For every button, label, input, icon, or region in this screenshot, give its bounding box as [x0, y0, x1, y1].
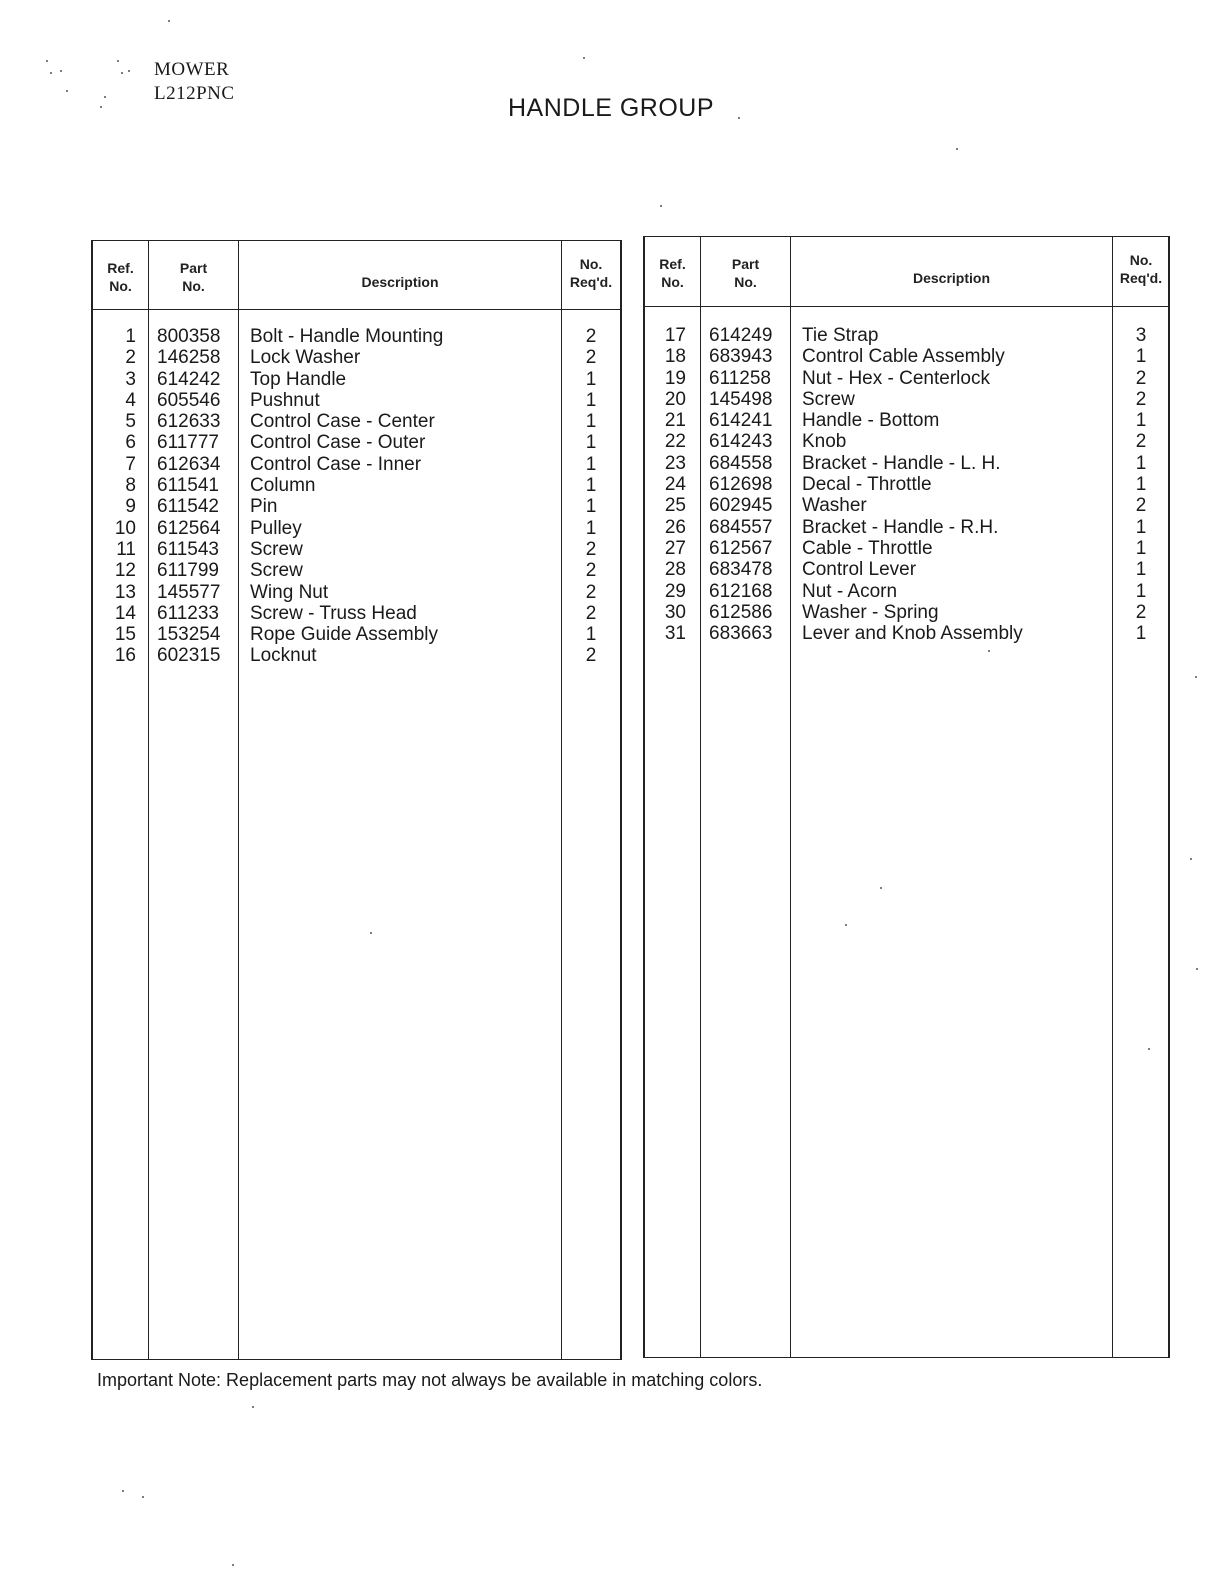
description-cell: Screw - Truss Head: [250, 602, 417, 624]
part-row: [645, 474, 1168, 495]
qty-required-cell: 2: [1135, 601, 1147, 623]
ref-no-cell: 7: [125, 453, 136, 475]
description-cell: Screw: [250, 560, 303, 582]
part-row: [645, 389, 1168, 410]
part-row: [645, 623, 1168, 644]
ref-no-cell: 16: [114, 645, 136, 667]
ref-no-cell: 27: [664, 537, 686, 559]
description-cell: Tie Strap: [802, 325, 879, 346]
description-cell: Washer - Spring: [802, 601, 939, 623]
ref-no-cell: 13: [114, 581, 136, 603]
part-row: [645, 368, 1168, 389]
qty-required-cell: 1: [585, 496, 597, 518]
ref-no-cell: 8: [125, 475, 136, 497]
part-no-cell: 612698: [709, 474, 773, 496]
part-no-cell: 612586: [709, 601, 773, 623]
part-no-cell: 611542: [157, 496, 219, 518]
qty-required-cell: 2: [585, 602, 597, 624]
ref-no-header: Ref. No.: [659, 256, 686, 290]
description-header: Description: [912, 270, 990, 286]
parts-table-left: [91, 240, 622, 1360]
part-no-cell: 683663: [709, 623, 773, 645]
qty-required-cell: 1: [585, 475, 597, 497]
page-title: HANDLE GROUP: [508, 94, 715, 122]
part-row: [93, 603, 620, 624]
part-row: [645, 538, 1168, 559]
ref-no-cell: 14: [114, 602, 136, 624]
part-row: [93, 369, 620, 390]
qty-required-cell: 2: [585, 326, 597, 347]
part-no-cell: 611541: [157, 475, 219, 497]
description-cell: Nut - Acorn: [802, 580, 898, 602]
ref-no-cell: 30: [664, 601, 686, 623]
model-category: MOWER: [154, 59, 230, 80]
part-no-cell: 145498: [709, 388, 773, 410]
qty-required-cell: 2: [1135, 388, 1147, 410]
qty-required-cell: 1: [1135, 474, 1147, 496]
ref-no-cell: 22: [664, 431, 686, 453]
part-row: [645, 517, 1168, 538]
ref-no-cell: 19: [664, 367, 686, 389]
part-row: [93, 624, 620, 645]
ref-no-cell: 5: [125, 411, 136, 433]
description-cell: Control Case - Outer: [250, 432, 426, 454]
ref-no-header: Ref. No.: [107, 260, 134, 294]
description-cell: Rope Guide Assembly: [250, 624, 438, 646]
description-cell: Top Handle: [250, 368, 347, 390]
part-row: [645, 346, 1168, 367]
part-row: [93, 411, 620, 432]
part-row: [645, 453, 1168, 474]
qty-required-cell: 1: [585, 411, 597, 433]
description-cell: Locknut: [250, 645, 317, 667]
qty-required-cell: 1: [585, 453, 597, 475]
part-row: [93, 475, 620, 496]
description-cell: Bracket - Handle - R.H.: [802, 516, 999, 538]
part-no-cell: 611258: [709, 367, 771, 389]
part-row: [93, 518, 620, 539]
part-no-cell: 605546: [157, 389, 221, 411]
part-no-header: Part No.: [179, 260, 208, 294]
ref-no-cell: 26: [664, 516, 686, 538]
qty-required-cell: 1: [585, 368, 597, 390]
ref-no-cell: 28: [664, 559, 686, 581]
part-row: [645, 602, 1168, 623]
description-cell: Knob: [802, 431, 847, 453]
description-cell: Cable - Throttle: [802, 537, 933, 559]
ref-no-cell: 21: [664, 410, 686, 432]
qty-required-cell: 2: [1135, 431, 1147, 453]
description-cell: Column: [250, 475, 316, 497]
part-row: [93, 454, 620, 475]
parts-table-right: [643, 236, 1170, 1358]
part-row: [645, 495, 1168, 516]
part-row: [645, 431, 1168, 452]
ref-no-cell: 9: [125, 496, 136, 518]
description-cell: Pulley: [250, 517, 302, 539]
parts-list-left: [93, 326, 620, 667]
ref-no-cell: 3: [125, 368, 136, 390]
ref-no-cell: 20: [664, 388, 686, 410]
ref-no-cell: 6: [125, 432, 136, 454]
part-row: [645, 581, 1168, 602]
part-row: [645, 325, 1168, 346]
qty-required-cell: 2: [585, 645, 597, 667]
qty-required-cell: 2: [585, 560, 597, 582]
part-row: [93, 347, 620, 368]
part-row: [93, 582, 620, 603]
part-no-cell: 602315: [157, 645, 221, 667]
qty-required-cell: 1: [585, 432, 597, 454]
ref-no-cell: 10: [114, 517, 136, 539]
part-row: [93, 539, 620, 560]
qty-required-cell: 2: [1135, 495, 1147, 517]
qty-required-cell: 1: [1135, 537, 1147, 559]
part-no-cell: 612567: [709, 537, 773, 559]
ref-no-cell: 1: [125, 326, 136, 347]
part-no-cell: 611799: [157, 560, 219, 582]
part-no-cell: 611233: [157, 602, 219, 624]
part-no-header: Part No.: [731, 256, 760, 290]
description-cell: Control Case - Inner: [250, 453, 422, 475]
qty-required-cell: 2: [585, 581, 597, 603]
description-cell: Handle - Bottom: [802, 410, 940, 432]
qty-required-cell: 1: [1135, 580, 1147, 602]
part-row: [93, 560, 620, 581]
part-no-cell: 153254: [157, 624, 221, 646]
qty-required-cell: 1: [585, 624, 597, 646]
description-cell: Wing Nut: [250, 581, 329, 603]
description-cell: Washer: [802, 495, 867, 517]
ref-no-cell: 2: [125, 347, 136, 369]
description-header: Description: [361, 274, 439, 290]
qty-required-cell: 1: [585, 389, 597, 411]
description-cell: Lock Washer: [250, 347, 361, 369]
description-cell: Nut - Hex - Centerlock: [802, 367, 990, 389]
part-no-cell: 614243: [709, 431, 773, 453]
part-row: [645, 559, 1168, 580]
qty-required-cell: 1: [1135, 410, 1147, 432]
ref-no-cell: 11: [116, 538, 136, 560]
part-no-cell: 683478: [709, 559, 773, 581]
ref-no-cell: 18: [664, 346, 686, 368]
part-row: [93, 390, 620, 411]
description-cell: Screw: [250, 538, 303, 560]
model-number: L212PNC: [154, 83, 235, 104]
ref-no-cell: 24: [664, 474, 686, 496]
ref-no-cell: 23: [664, 452, 686, 474]
part-no-cell: 683943: [709, 346, 773, 368]
description-cell: Screw: [802, 388, 855, 410]
part-no-cell: 611543: [157, 538, 219, 560]
qty-required-cell: 1: [1135, 452, 1147, 474]
ref-no-cell: 29: [664, 580, 686, 602]
parts-list-right: [645, 325, 1168, 644]
qty-required-cell: 3: [1135, 325, 1147, 346]
qty-required-header: No. Req'd.: [569, 256, 613, 290]
qty-required-cell: 2: [585, 538, 597, 560]
replacement-parts-note: Important Note: Replacement parts may not always be available in matching colors.: [97, 1370, 763, 1390]
part-no-cell: 614249: [709, 325, 773, 346]
qty-required-cell: 2: [1135, 367, 1147, 389]
description-cell: Control Lever: [802, 559, 917, 581]
description-cell: Lever and Knob Assembly: [802, 623, 1023, 645]
ref-no-cell: 17: [664, 325, 686, 346]
part-no-cell: 800358: [157, 326, 221, 347]
part-no-cell: 612634: [157, 453, 221, 475]
description-cell: Control Case - Center: [250, 411, 435, 433]
description-cell: Decal - Throttle: [802, 474, 932, 496]
part-no-cell: 611777: [157, 432, 219, 454]
part-no-cell: 614242: [157, 368, 221, 390]
ref-no-cell: 12: [114, 560, 136, 582]
ref-no-cell: 4: [125, 389, 136, 411]
part-no-cell: 145577: [157, 581, 221, 603]
ref-no-cell: 25: [664, 495, 686, 517]
part-row: [93, 645, 620, 666]
part-no-cell: 614241: [709, 410, 773, 432]
part-row: [93, 496, 620, 517]
description-cell: Bolt - Handle Mounting: [250, 326, 444, 347]
part-no-cell: 612168: [709, 580, 773, 602]
qty-required-header: No. Req'd.: [1119, 252, 1163, 286]
part-no-cell: 612633: [157, 411, 221, 433]
qty-required-cell: 1: [1135, 559, 1147, 581]
description-cell: Control Cable Assembly: [802, 346, 1005, 368]
model-label: [154, 58, 235, 106]
description-cell: Pin: [250, 496, 278, 518]
part-row: [93, 326, 620, 347]
description-cell: Bracket - Handle - L. H.: [802, 452, 1001, 474]
qty-required-cell: 1: [585, 517, 597, 539]
qty-required-cell: 1: [1135, 516, 1147, 538]
part-no-cell: 602945: [709, 495, 773, 517]
part-no-cell: 612564: [157, 517, 221, 539]
ref-no-cell: 31: [664, 623, 686, 645]
part-no-cell: 684558: [709, 452, 773, 474]
part-row: [93, 432, 620, 453]
part-no-cell: 684557: [709, 516, 773, 538]
description-cell: Pushnut: [250, 389, 320, 411]
qty-required-cell: 2: [585, 347, 597, 369]
qty-required-cell: 1: [1135, 346, 1147, 368]
qty-required-cell: 1: [1135, 623, 1147, 645]
part-row: [645, 410, 1168, 431]
part-no-cell: 146258: [157, 347, 221, 369]
ref-no-cell: 15: [114, 624, 136, 646]
